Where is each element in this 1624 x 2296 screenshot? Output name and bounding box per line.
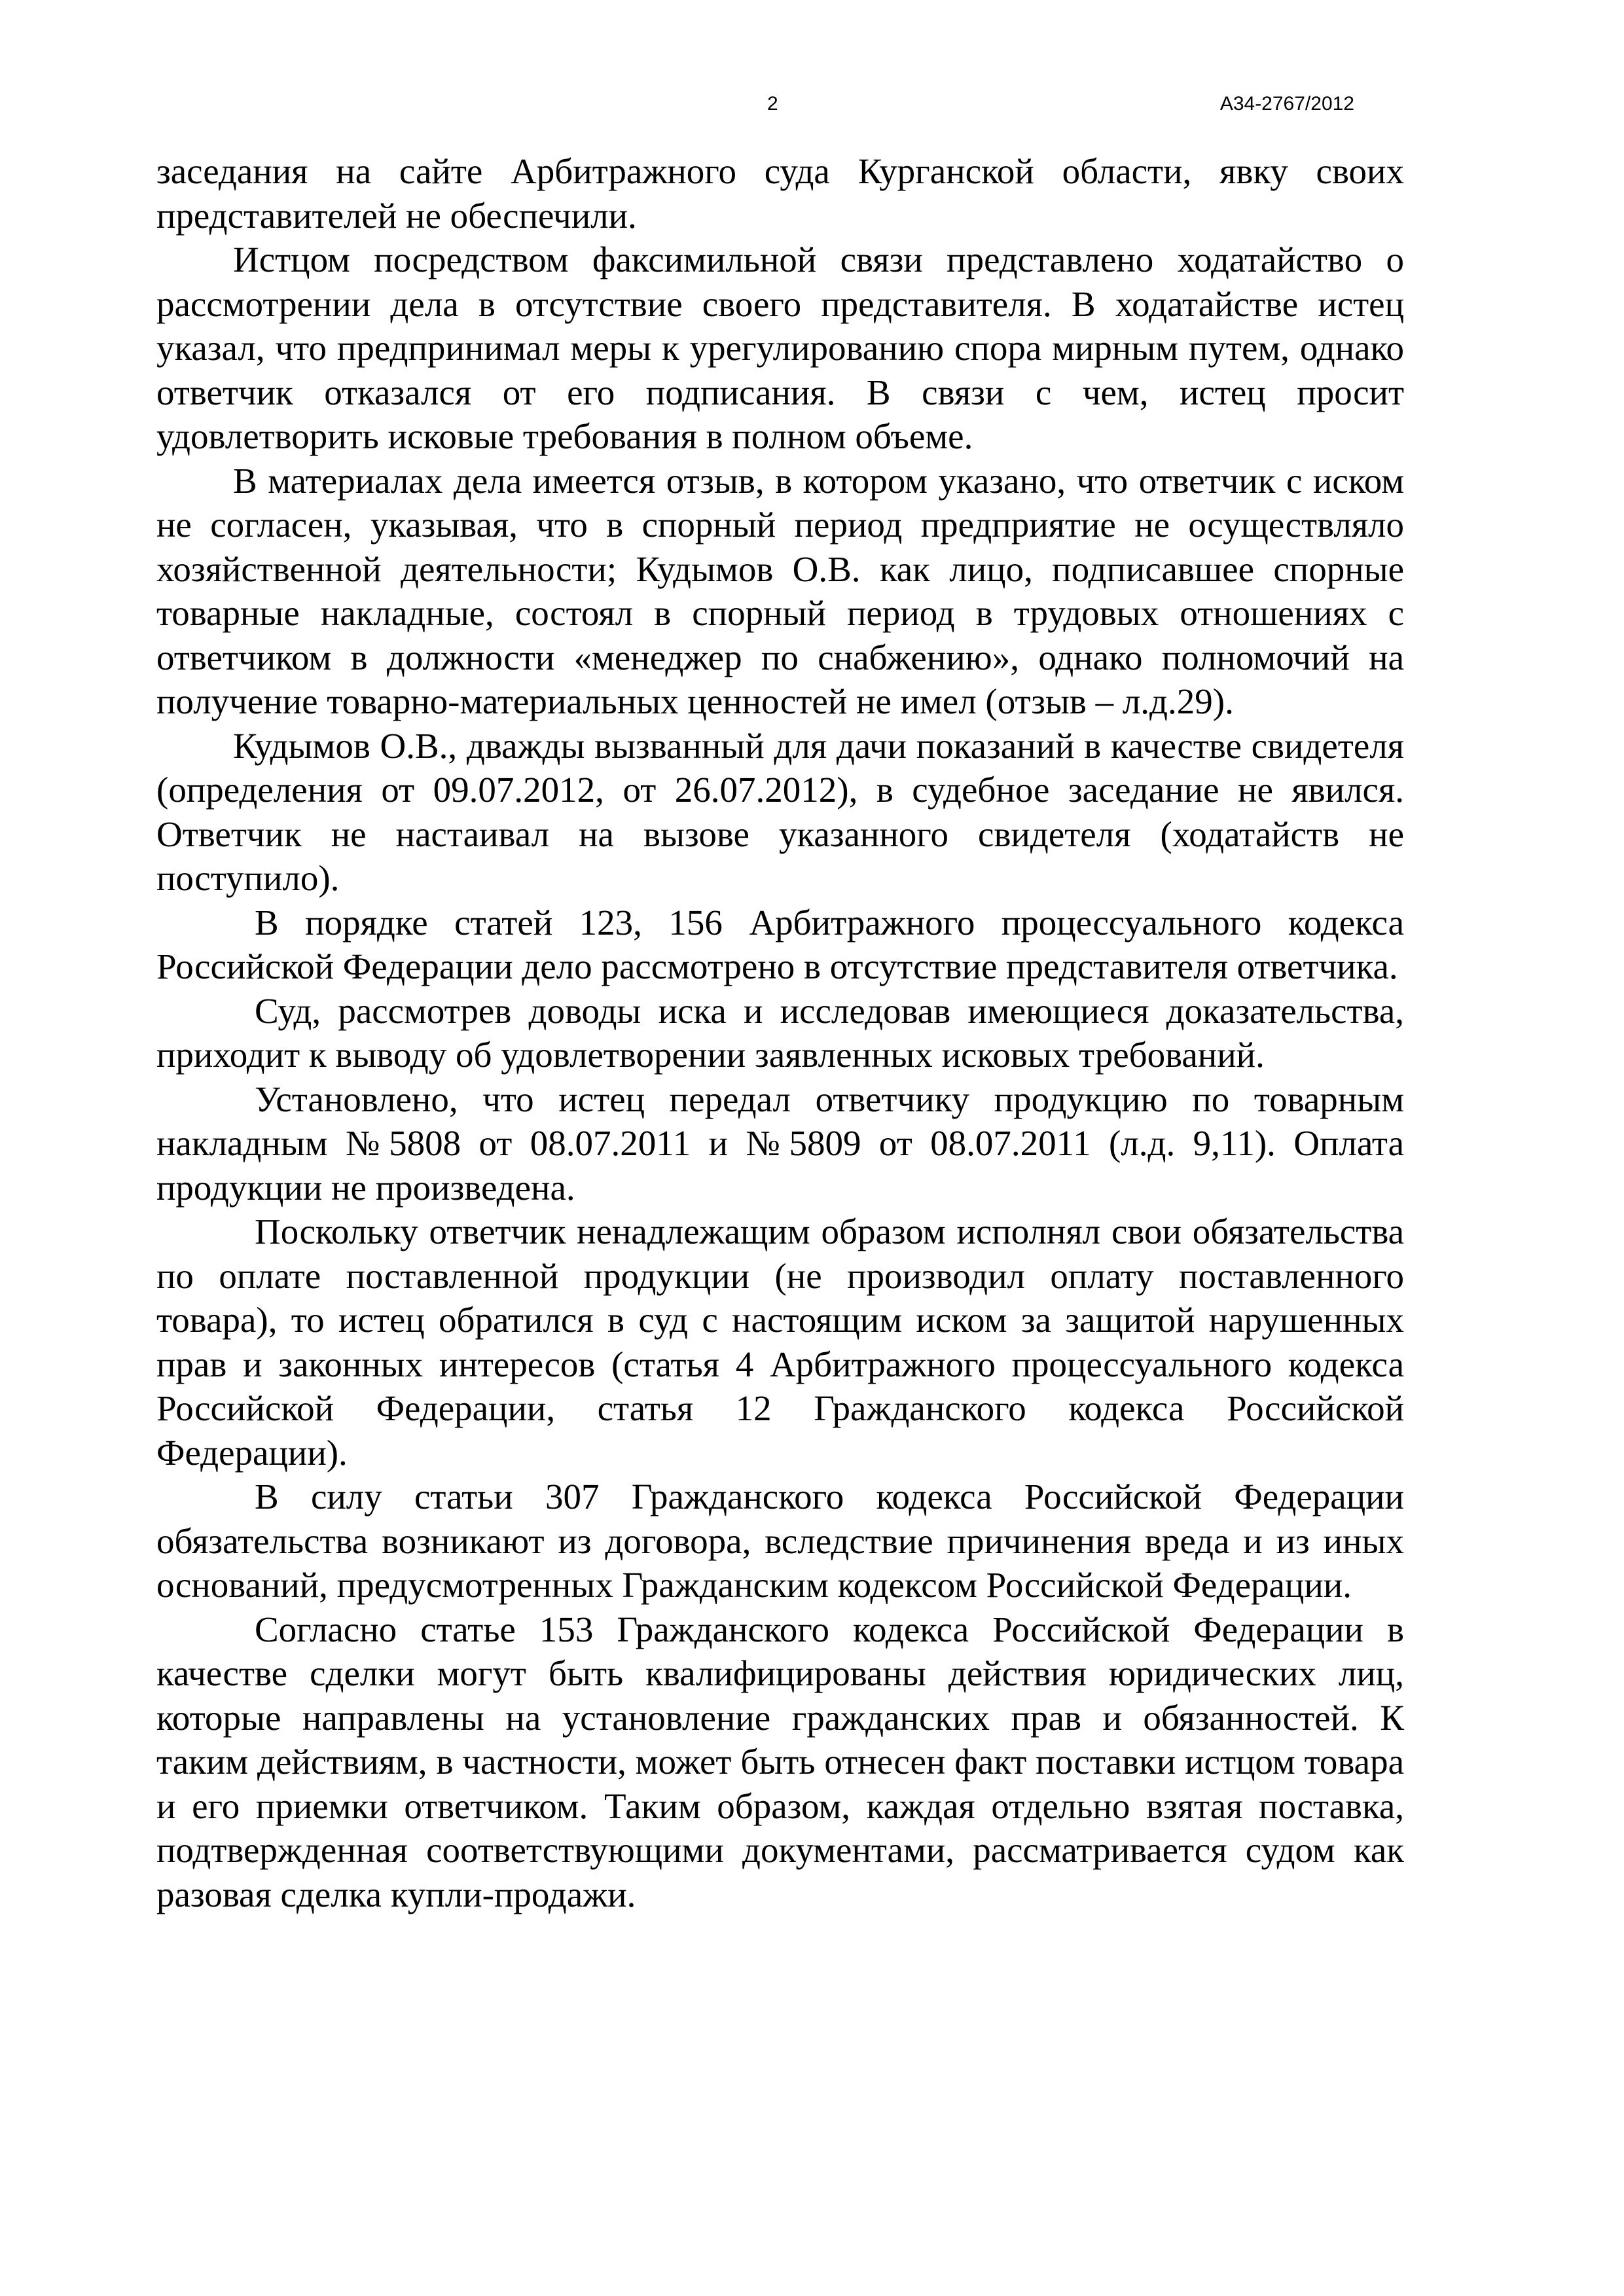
paragraph-plaintiff-motion: Истцом посредством факсимильной связи представлено ходатайство о рассмотрении дела в отсутствие своего представителя. В ходатайстве истец указал, что предпринимал меры к урегулированию спора мирным путем, однако ответчик отказался от его подписания. В связи с чем, истец просит удовлетворить исковые требования в полном объеме. (156, 240, 1404, 456)
document-body (156, 149, 1404, 1916)
paragraph-defendant-response: В материалах дела имеется отзыв, в котором указано, что ответчик с иском не согласен, указывая, что в спорный период предприятие не осуществляло хозяйственной деятельности; Кудымов О.В. как лицо, подписавшее спорные товарные накладные, состоял в спорный период в трудовых отношениях с ответчиком в должности «менеджер по снабжению», однако полномочий на получение товарно-материальных ценностей не имел (отзыв – л.д.29). (156, 460, 1404, 721)
paragraph-procedure: В порядке статей 123, 156 Арбитражного процессуального кодекса Российской Федерации дело рассмотрено в отсутствие представителя ответчика. (156, 902, 1404, 986)
paragraph-court-conclusion: Суд, рассмотрев доводы иска и исследовав имеющиеся доказательства, приходит к выводу об удовлетворении заявленных исковых требований. (156, 990, 1404, 1075)
page-number: 2 (767, 93, 778, 115)
paragraph-witness: Кудымов О.В., дважды вызванный для дачи показаний в качестве свидетеля (определения от 09.07.2012, от 26.07.2012), в судебное заседание не явился. Ответчик не настаивал на вызове указанного свидетеля (ходатайств не поступило). (156, 725, 1404, 898)
case-number: А34-2767/2012 (1219, 93, 1354, 115)
paragraph-established-facts: Установлено, что истец передал ответчику продукцию по товарным накладным №5808 от 08.07.2011 и №5809 от 08.07.2011 (л.д. 9,11). Оплата продукции не произведена. (156, 1079, 1404, 1208)
paragraph-continuation: заседания на сайте Арбитражного суда Курганской области, явку своих представителей не обеспечили. (156, 151, 1404, 236)
page-header (0, 93, 1624, 126)
paragraph-claim-basis: Поскольку ответчик ненадлежащим образом исполнял свои обязательства по оплате поставленной продукции (не производил оплату поставленного товара), то истец обратился в суд с настоящим иском за защитой нарушенных прав и законных интересов (статья 4 Арбитражного процессуального кодекса Российской Федерации, статья 12 Гражданского кодекса Российской Федерации). (156, 1211, 1404, 1473)
paragraph-article-307: В силу статьи 307 Гражданского кодекса Российской Федерации обязательства возникают из договора, вследствие причинения вреда и из иных оснований, предусмотренных Гражданским кодексом Российской Федерации. (156, 1477, 1404, 1605)
paragraph-article-153: Согласно статье 153 Гражданского кодекса Российской Федерации в качестве сделки могут быть квалифицированы действия юридических лиц, которые направлены на установление гражданских прав и обязанностей. К таким действиям, в частности, может быть отнесен факт поставки истцом товара и его приемки ответчиком. Таким образом, каждая отдельно взятая поставка, подтвержденная соответствующими документами, рассматривается судом как разовая сделка купли-продажи. (156, 1609, 1404, 1914)
